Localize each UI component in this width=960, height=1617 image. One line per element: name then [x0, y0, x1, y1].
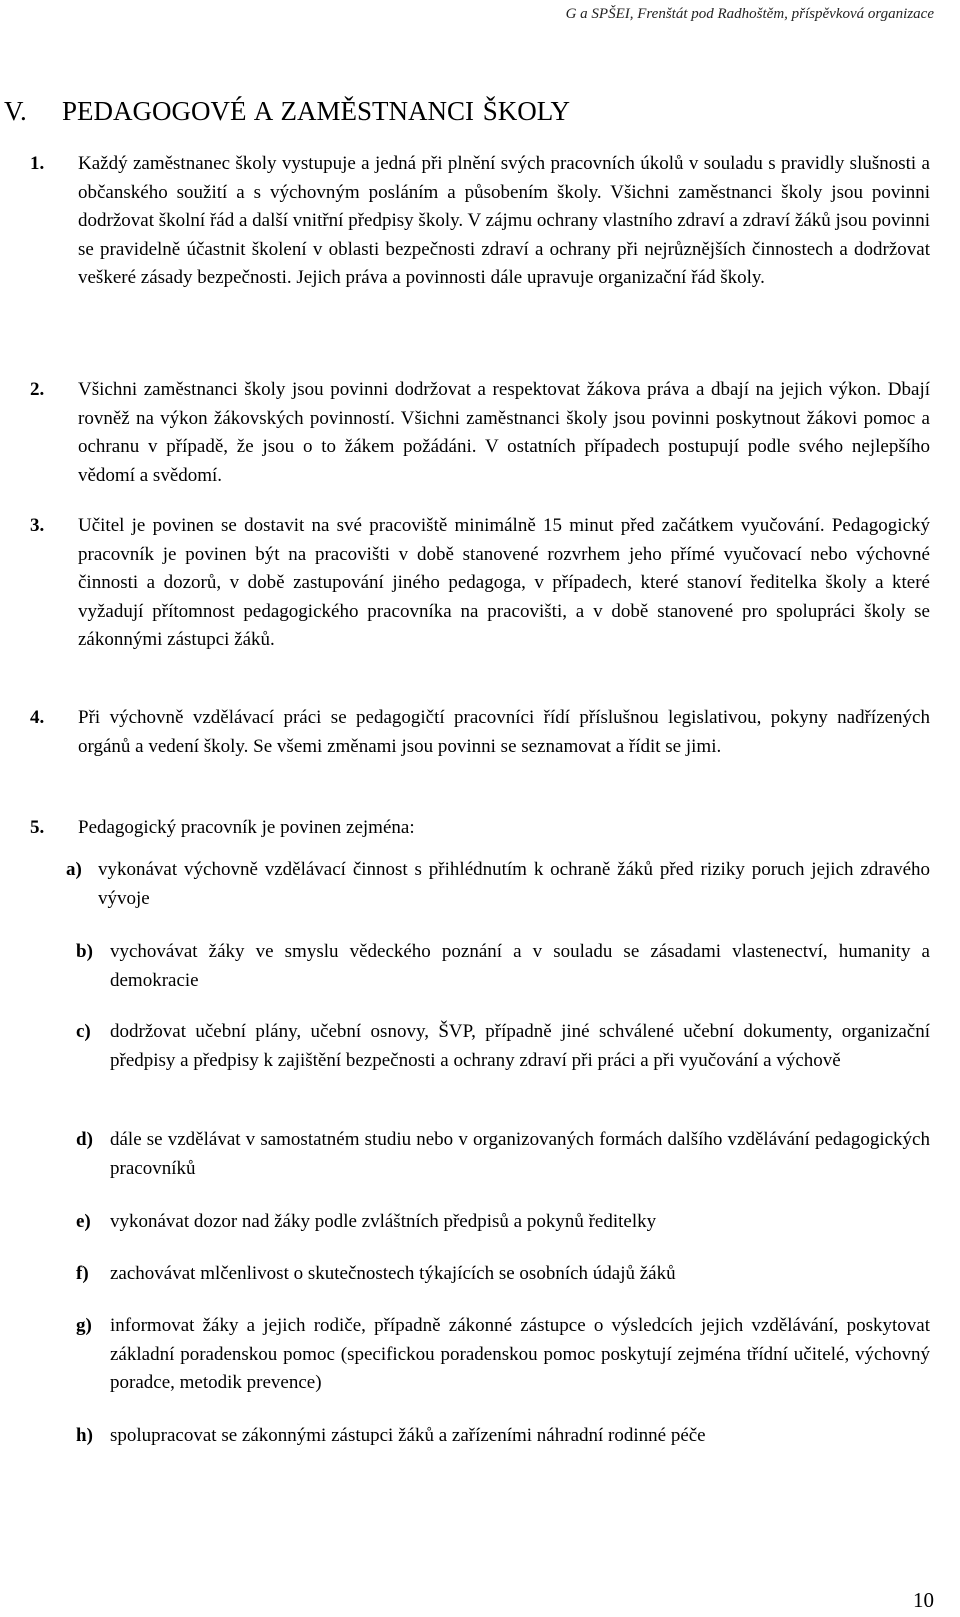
sub-item-text: vykonávat dozor nad žáky podle zvláštních předpisů a pokynů ředitelky: [110, 1211, 657, 1232]
item-number: 3.: [30, 515, 45, 536]
sub-item-text: dodržovat učební plány, učební osnovy, ŠVP, případně jiné schválené učební dokumenty, organizační předpisy a předpisy k zajištění bezpečnosti a ochrany zdraví při práci a při vyučování a výchově: [110, 1021, 930, 1071]
page-number: 10: [913, 1588, 934, 1612]
sub-item-letter: e): [76, 1211, 91, 1232]
page-header: G a SPŠEI, Frenštát pod Radhoštěm, příspěvková organizace: [565, 6, 934, 22]
sub-item-letter: h): [76, 1425, 93, 1446]
item-text: Učitel je povinen se dostavit na své pracoviště minimálně 15 minut před začátkem vyučování. Pedagogický pracovník je povinen být na pracovišti v době stanovené rozvrhem jeho přímé vyučovací nebo výchovné činnosti a dozorů, v době zastupování jiného pedagoga, v případech, které stanoví ředitelka školy a které vyžadují přítomnost pedagogického pracovníka na pracovišti, a v době stanovené pro spolupráci školy se zákonnými zástupci žáků.: [78, 515, 930, 650]
sub-list-item: [66, 1260, 930, 1289]
item-text: Všichni zaměstnanci školy jsou povinni dodržovat a respektovat žákova práva a dbají na jejich výkon. Dbají rovněž na výkon žákovských povinností. Všichni zaměstnanci školy jsou povinni poskytnout žákovi pomoc a ochranu v případě, že jsou o to žákem požádáni. V ostatních případech postupují podle svého nejlepšího vědomí a svědomí.: [78, 379, 930, 486]
item-text: Pedagogický pracovník je povinen zejména:: [78, 817, 415, 838]
list-item: [30, 512, 930, 655]
sub-item-text: zachovávat mlčenlivost o skutečnostech týkajících se osobních údajů žáků: [110, 1263, 676, 1284]
sub-list-item: [66, 1312, 930, 1398]
sub-item-letter: a): [66, 859, 82, 880]
section-title: PEDAGOGOVÉ A ZAMĚSTNANCI ŠKOLY: [62, 96, 571, 126]
item-number: 2.: [30, 379, 45, 400]
section-number: V.: [4, 96, 27, 126]
sub-item-letter: c): [76, 1021, 91, 1042]
sub-item-text: informovat žáky a jejich rodiče, případně zákonné zástupce o výsledcích jejich vzdělávání, poskytovat základní poradenskou pomoc (specifickou poradenskou pomoc poskytují zejména třídní učitelé, výchovný poradce, metodik prevence): [110, 1315, 930, 1393]
sub-item-letter: d): [76, 1129, 93, 1150]
list-item: [30, 814, 930, 843]
sub-item-text: vykonávat výchovně vzdělávací činnost s přihlédnutím k ochraně žáků před riziky poruch jejich zdravého vývoje: [98, 859, 930, 909]
item-number: 1.: [30, 153, 45, 174]
item-number: 4.: [30, 707, 45, 728]
sub-item-text: vychovávat žáky ve smyslu vědeckého poznání a v souladu se zásadami vlastenectví, humanity a demokracie: [110, 941, 930, 991]
list-item: [30, 376, 930, 490]
sub-item-text: dále se vzdělávat v samostatném studiu nebo v organizovaných formách dalšího vzdělávání pedagogických pracovníků: [110, 1129, 930, 1179]
sub-item-letter: b): [76, 941, 93, 962]
sub-list-item: [66, 1208, 930, 1237]
sub-list-item: [66, 938, 930, 995]
sub-item-text: spolupracovat se zákonnými zástupci žáků a zařízeními náhradní rodinné péče: [110, 1425, 706, 1446]
item-text: Při výchovně vzdělávací práci se pedagogičtí pracovníci řídí příslušnou legislativou, pokyny nadřízených orgánů a vedení školy. Se všemi změnami jsou povinni se seznamovat a řídit se jimi.: [78, 707, 930, 757]
sub-list-item: [66, 1422, 930, 1451]
sub-list-item: [66, 1126, 930, 1183]
item-text: Každý zaměstnanec školy vystupuje a jedná při plnění svých pracovních úkolů v souladu s pravidly slušnosti a občanského soužití a s výchovným posláním a působením školy. Všichni zaměstnanci školy jsou povinni dodržovat školní řád a další vnitřní předpisy školy. V zájmu ochrany vlastního zdraví a zdraví žáků jsou povinni se pravidelně účastnit školení v oblasti bezpečnosti zdraví a ochrany při nejrůznějších činnostech a dodržovat veškeré zásady bezpečnosti. Jejich práva a povinnosti dále upravuje organizační řád školy.: [78, 153, 930, 288]
sub-list-item: [66, 1018, 930, 1075]
list-item: [30, 704, 930, 761]
item-number: 5.: [30, 817, 45, 838]
sub-item-letter: f): [76, 1263, 89, 1284]
sub-item-letter: g): [76, 1315, 92, 1336]
list-item: [30, 150, 930, 293]
sub-list-item: [66, 856, 930, 913]
section-heading: [4, 96, 570, 127]
